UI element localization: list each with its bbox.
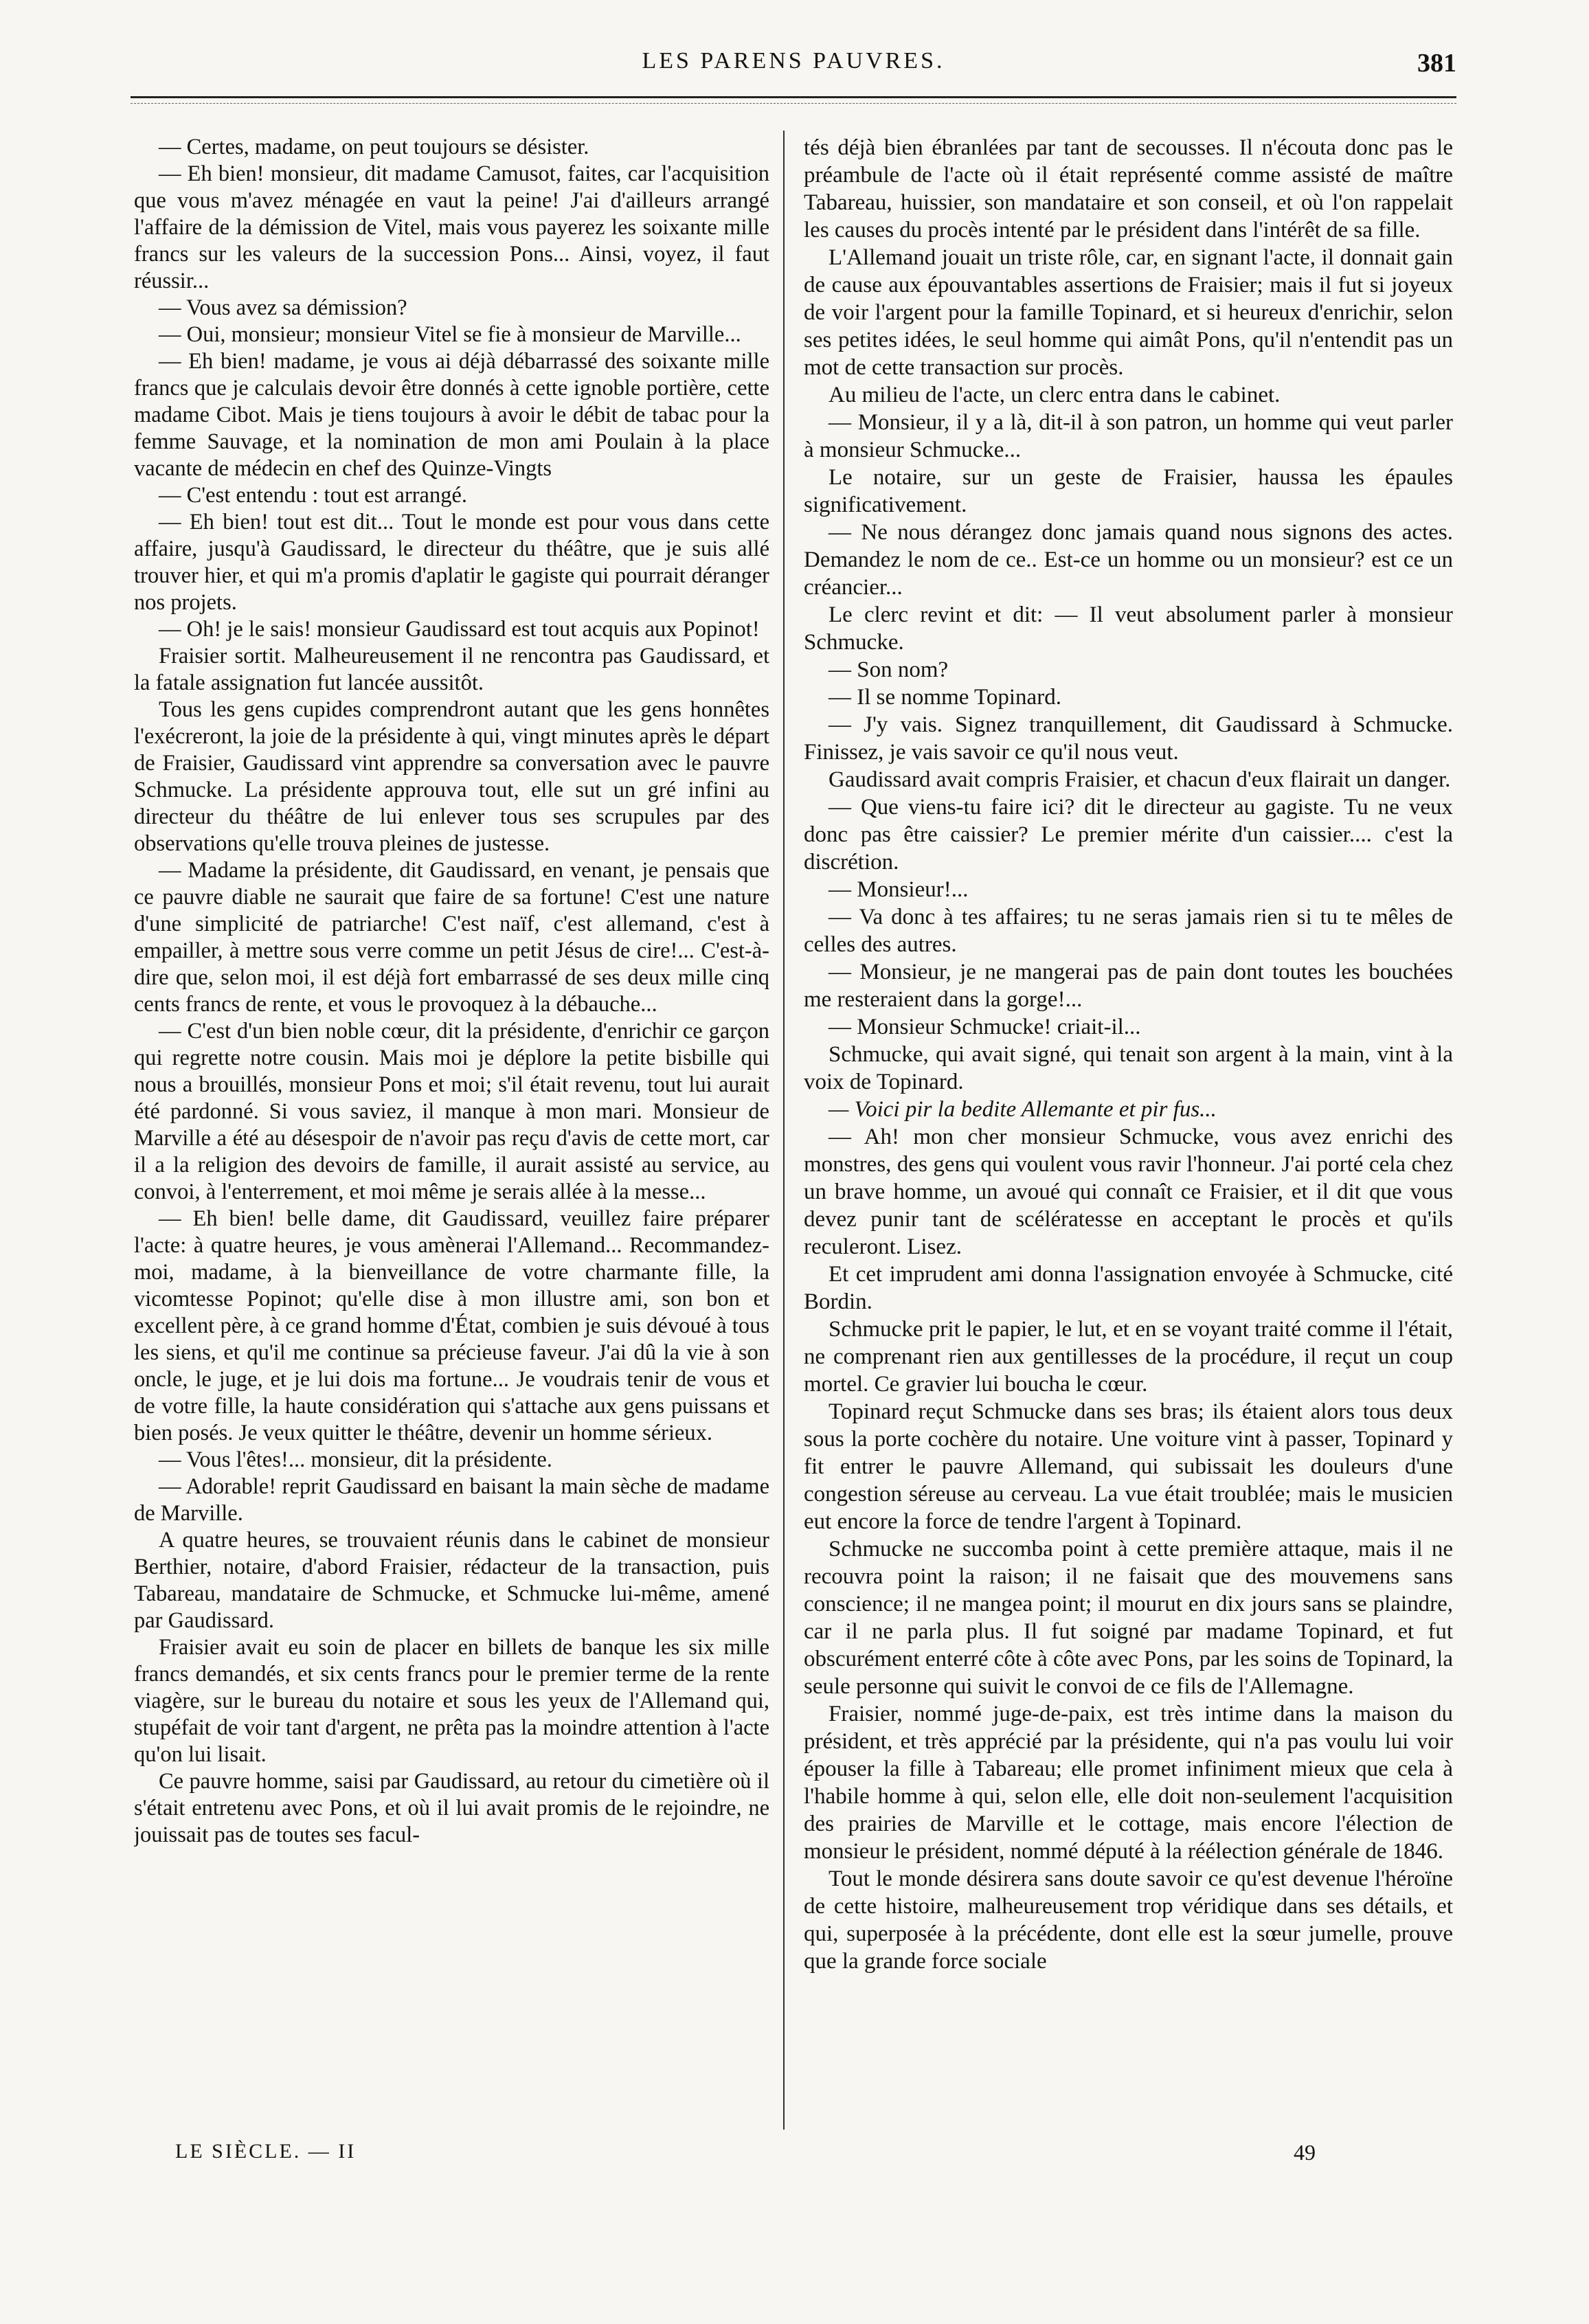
- paragraph: A quatre heures, se trouvaient réunis dans le cabinet de monsieur Berthier, notaire, d'abord Fraisier, rédacteur de la transaction, puis Tabareau, mandataire de Schmucke, et Schmucke lui-même, amené par Gaudissard.: [134, 1528, 769, 1633]
- paragraph: Tout le monde désirera sans doute savoir ce qu'est devenue l'héroïne de cette histoire, malheureusement trop véridique dans ses détails, et qui, superposée à la précédente, dont elle est la sœur jumelle, prouve que la grande force sociale: [804, 1866, 1453, 1974]
- paragraph: Fraisier, nommé juge-de-paix, est très intime dans la maison du président, et très apprécié par la présidente, qui n'a pas voulu lui voir épouser la fille à Tabareau; elle promet infiniment mieux que cela à l'habile homme à qui, selon elle, elle doit non-seulement l'acquisition des prairies de Marville et le cottage, mais encore l'élection de monsieur le président, nommé député à la réélection générale de 1846.: [804, 1702, 1453, 1864]
- signature-mark: 49: [1294, 2140, 1316, 2165]
- header-rule: [131, 96, 1456, 98]
- page-number: 381: [1417, 49, 1456, 78]
- paragraph: — Adorable! reprit Gaudissard en baisant la main sèche de madame de Marville.: [134, 1474, 769, 1526]
- paragraph: — Eh bien! belle dame, dit Gaudissard, veuillez faire préparer l'acte: à quatre heures, je vous amènerai l'Allemand... Recommandez-moi, madame, à la bienveillance de votre charmante fille, la vicomtesse Popinot; qu'elle dise à mon illustre ami, son bon et excellent père, à ce grand homme d'État, combien je suis dévoué à tous les siens, et qu'il me continue sa précieuse faveur. J'ai dû la vie à son oncle, le juge, et je lui dois ma fortune... Je voudrais tenir de vous et de votre fille, la haute considération qui s'attache aux gens puissans et bien posés. Je veux quitter le théâtre, devenir un homme sérieux.: [134, 1206, 769, 1445]
- paragraph: — Vous avez sa démission?: [159, 295, 407, 320]
- paragraph: Schmucke, qui avait signé, qui tenait son argent à la main, vint à la voix de Topinard.: [804, 1042, 1453, 1094]
- footer-imprint: LE SIÈCLE. — II: [175, 2140, 357, 2163]
- paragraph: — Oui, monsieur; monsieur Vitel se fie à monsieur de Marville...: [159, 322, 741, 347]
- paragraph: — Madame la présidente, dit Gaudissard, en venant, je pensais que ce pauvre diable ne saurait que faire de sa fortune! C'est une nature d'une simplicité de patriarche! C'est naïf, c'est allemand, c'est à empailler, à mettre sous verre comme un petit Jésus de cire!... C'est-à-dire que, selon moi, il est déjà fort embarrassé de ses deux mille cinq cents francs de rente, et vous le provoquez à la débauche...: [134, 858, 769, 1017]
- paragraph: Ce pauvre homme, saisi par Gaudissard, au retour du cimetière où il s'était entretenu avec Pons, et où il lui avait promis de le rejoindre, ne jouissait pas de toutes ses facul-: [134, 1769, 769, 1847]
- paragraph: Le clerc revint et dit: — Il veut absolument parler à monsieur Schmucke.: [804, 602, 1453, 655]
- paragraph: Gaudissard avait compris Fraisier, et chacun d'eux flairait un danger.: [829, 767, 1451, 792]
- paragraph: Tous les gens cupides comprendront autant que les gens honnêtes l'exécreront, la joie de la présidente à qui, vingt minutes après le départ de Fraisier, Gaudissard vint apprendre sa conversation avec le pauvre Schmucke. La présidente approuva tout, elle sut un gré infini au directeur du théâtre de lui enlever tous ses scrupules par des observations qu'elle trouva pleines de justesse.: [134, 697, 769, 856]
- right-column: [804, 134, 1453, 2126]
- left-column: [134, 134, 769, 2126]
- paragraph: — Ne nous dérangez donc jamais quand nous signons des actes. Demandez le nom de ce.. Est-ce un homme ou un monsieur? est ce un créancier...: [804, 520, 1453, 600]
- paragraph: — Ah! mon cher monsieur Schmucke, vous avez enrichi des monstres, des gens qui voulent vous ravir l'honneur. J'ai porté cela chez un brave homme, un avoué qui connaît ce Fraisier, et il dit que vous devez punir tant de scélératesse en acceptant le procès et qu'ils reculeront. Lisez.: [804, 1125, 1453, 1259]
- paragraph: L'Allemand jouait un triste rôle, car, en signant l'acte, il donnait gain de cause aux épouvantables assertions de Fraisier; mais il fut si joyeux de voir l'argent pour la famille Topinard, et si heureux d'enrichir, selon ses petites idées, le seul homme qui aimât Pons, qu'il n'entendit pas un mot de cette transaction sur procès.: [804, 245, 1453, 380]
- paragraph: — Eh bien! tout est dit... Tout le monde est pour vous dans cette affaire, jusqu'à Gaudissard, le directeur du théâtre, que je suis allé trouver hier, et qui m'a promis d'aplatir le gagiste qui pourrait déranger nos projets.: [134, 510, 769, 615]
- paragraph: — Que viens-tu faire ici? dit le directeur au gagiste. Tu ne veux donc pas être caissier? Le premier mérite d'un caissier.... c'est la discrétion.: [804, 795, 1453, 875]
- paragraph: — Eh bien! monsieur, dit madame Camusot, faites, car l'acquisition que vous m'avez ménagée en vaut la peine! J'ai d'ailleurs arrangé l'affaire de la démission de Vitel, mais vous payerez les soixante mille francs sur les valeurs de la succession Pons... Ainsi, voyez, il faut réussir...: [134, 161, 769, 293]
- paragraph: Schmucke prit le papier, le lut, et en se voyant traité comme il l'était, ne comprenant rien aux gentillesses de la procédure, il reçut un coup mortel. Ce gravier lui boucha le cœur.: [804, 1317, 1453, 1397]
- paragraph: — Monsieur!...: [829, 877, 969, 902]
- paragraph: — Va donc à tes affaires; tu ne seras jamais rien si tu te mêles de celles des autres.: [804, 905, 1453, 957]
- paragraph: — Voici pir la bedite Allemante et pir fus...: [829, 1097, 1217, 1122]
- paragraph: — Il se nomme Topinard.: [829, 685, 1061, 710]
- paragraph: — Oh! je le sais! monsieur Gaudissard est tout acquis aux Popinot!: [159, 617, 760, 642]
- paragraph: Topinard reçut Schmucke dans ses bras; ils étaient alors tous deux sous la porte cochère du notaire. Une voiture vint à passer, Topinard y fit entrer le pauvre Allemand, qui subissait les douleurs d'une congestion séreuse au cerveau. La vue était troublée; mais le musicien eut encore la force de tendre l'argent à Topinard.: [804, 1399, 1453, 1534]
- paragraph: — Monsieur, je ne mangerai pas de pain dont toutes les bouchées me resteraient dans la gorge!...: [804, 960, 1453, 1012]
- paragraph: — Monsieur, il y a là, dit-il à son patron, un homme qui veut parler à monsieur Schmucke...: [804, 410, 1453, 462]
- page-header: [131, 48, 1456, 89]
- paragraph: tés déjà bien ébranlées par tant de secousses. Il n'écouta donc pas le préambule de l'acte où il était représenté comme assisté de maître Tabareau, huissier, son mandataire et son conseil, et où l'on rappelait les causes du procès intenté par le président dans l'intérêt de sa fille.: [804, 135, 1453, 242]
- paragraph: Fraisier sortit. Malheureusement il ne rencontra pas Gaudissard, et la fatale assignation fut lancée aussitôt.: [134, 644, 769, 695]
- paragraph: — Monsieur Schmucke! criait-il...: [829, 1015, 1141, 1039]
- paragraph: Le notaire, sur un geste de Fraisier, haussa les épaules significativement.: [804, 465, 1453, 517]
- paragraph: — Certes, madame, on peut toujours se désister.: [159, 135, 589, 159]
- paragraph: — C'est entendu : tout est arrangé.: [159, 483, 468, 508]
- paragraph: — J'y vais. Signez tranquillement, dit Gaudissard à Schmucke. Finissez, je vais savoir ce qu'il nous veut.: [804, 712, 1453, 765]
- paragraph: Fraisier avait eu soin de placer en billets de banque les six mille francs demandés, et six cents francs pour le premier terme de la rente viagère, sur le bureau du notaire et sous les yeux de l'Allemand qui, stupéfait de voir tant d'argent, ne prêta pas la moindre attention à l'acte qu'on lui lisait.: [134, 1635, 769, 1767]
- header-rule-dashed: [131, 103, 1456, 104]
- page-footer: [134, 2140, 1453, 2174]
- paragraph: Et cet imprudent ami donna l'assignation envoyée à Schmucke, cité Bordin.: [804, 1262, 1453, 1314]
- paragraph: Schmucke ne succomba point à cette première attaque, mais il ne recouvra point la raison; il ne faisait que des mouvemens sans conscience; il ne mangea point; il mourut en dix jours sans se plaindre, car il ne parla plus. Il fut soigné par madame Topinard, et fut obscurément enterré côte à côte avec Pons, par les soins de Topinard, la seule personne qui suivit le convoi de ce fils de l'Allemagne.: [804, 1537, 1453, 1699]
- paragraph: — Son nom?: [829, 657, 949, 682]
- paragraph: — Vous l'êtes!... monsieur, dit la présidente.: [159, 1447, 552, 1472]
- paragraph: Au milieu de l'acte, un clerc entra dans le cabinet.: [829, 383, 1281, 407]
- paragraph: — C'est d'un bien noble cœur, dit la présidente, d'enrichir ce garçon qui regrette notre cousin. Mais moi je déplore la petite bisbille qui nous a brouillés, monsieur Pons et moi; s'il était revenu, tout lui aurait été pardonné. Si vous saviez, il manque à mon mari. Monsieur de Marville a été au désespoir de n'avoir pas reçu d'avis de cette mort, car il a la religion des devoirs de famille, il aurait assisté au service, au convoi, à l'enterrement, et moi même je serais allée à la messe...: [134, 1019, 769, 1204]
- running-title: LES PARENS PAUVRES.: [642, 48, 945, 74]
- paragraph: — Eh bien! madame, je vous ai déjà débarrassé des soixante mille francs que je calculais devoir être donnés à cette ignoble portière, cette madame Cibot. Mais je tiens toujours à avoir le débit de tabac pour la femme Sauvage, et la nomination de mon ami Poulain à la place vacante de médecin en chef des Quinze-Vingts: [134, 349, 769, 481]
- column-divider: [783, 131, 785, 2130]
